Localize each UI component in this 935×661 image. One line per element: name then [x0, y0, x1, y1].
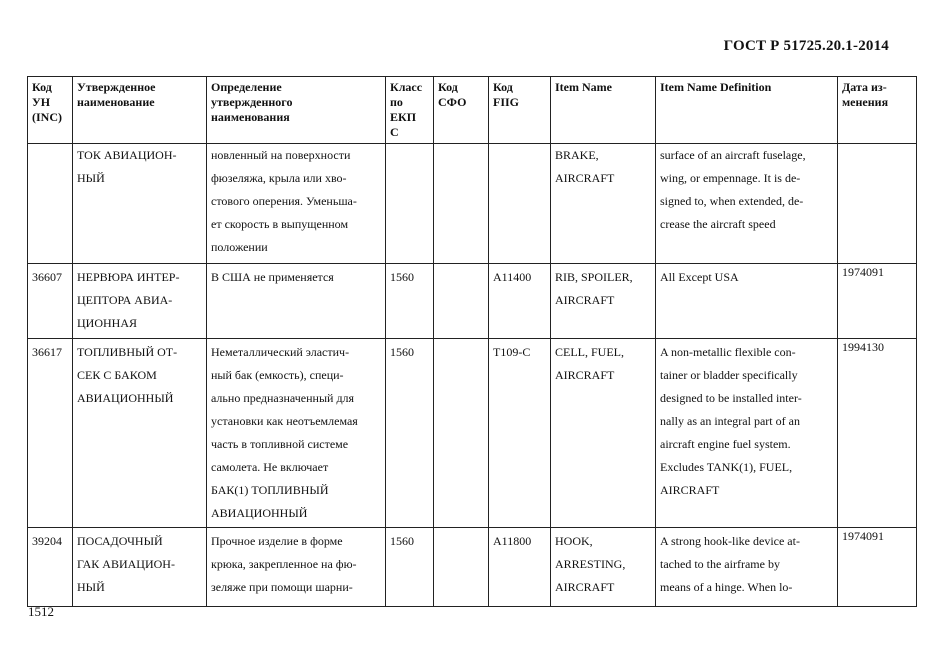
cell-fiig: A11400 — [489, 264, 551, 339]
cell-definition: новленный на поверхности фюзеляжа, крыла или хво- стового оперения. Уменьша- ет скорость в выпущенном положении — [207, 144, 386, 264]
cell-change-date: 1994130 — [838, 339, 917, 528]
cell-change-date — [838, 144, 917, 264]
catalog-table — [27, 76, 917, 607]
cell-class: 1560 — [386, 264, 434, 339]
cell-item-name: BRAKE, AIRCRAFT — [551, 144, 656, 264]
cell-item-definition: surface of an aircraft fuselage, wing, or empennage. It is de- signed to, when extended, de- crease the aircraft speed — [656, 144, 838, 264]
cell-change-date: 1974091 — [838, 528, 917, 607]
cell-approved-name: ТОК АВИАЦИОН- НЫЙ — [73, 144, 207, 264]
cell-class: 1560 — [386, 528, 434, 607]
cell-definition: Неметаллический эластич- ный бак (емкость), специ- ально предназначенный для установки как неотъемлемая часть в топливной системе самолета. Не включает БАК(1) ТОПЛИВНЫЙ АВИАЦИОННЫЙ — [207, 339, 386, 528]
cell-class: 1560 — [386, 339, 434, 528]
cell-item-name: CELL, FUEL, AIRCRAFT — [551, 339, 656, 528]
header-change-date: Дата из- менения — [838, 77, 917, 144]
table-row — [28, 528, 917, 607]
table-row — [28, 339, 917, 528]
cell-approved-name: ТОПЛИВНЫЙ ОТ- СЕК С БАКОМ АВИАЦИОННЫЙ — [73, 339, 207, 528]
cell-item-name: HOOK, ARRESTING, AIRCRAFT — [551, 528, 656, 607]
header-item-definition: Item Name Definition — [656, 77, 838, 144]
table-row — [28, 144, 917, 264]
cell-item-definition: All Except USA — [656, 264, 838, 339]
cell-sfo — [434, 528, 489, 607]
header-approved-name: Утвержденное наименование — [73, 77, 207, 144]
cell-change-date: 1974091 — [838, 264, 917, 339]
table-row — [28, 264, 917, 339]
cell-definition: Прочное изделие в форме крюка, закрепленное на фю- зеляже при помощи шарни- — [207, 528, 386, 607]
cell-approved-name: НЕРВЮРА ИНТЕР- ЦЕПТОРА АВИА- ЦИОННАЯ — [73, 264, 207, 339]
header-sfo: Код СФО — [434, 77, 489, 144]
table-header-row — [28, 77, 917, 144]
cell-class — [386, 144, 434, 264]
cell-inc — [28, 144, 73, 264]
page-number: 1512 — [28, 604, 54, 619]
cell-sfo — [434, 339, 489, 528]
header-class: Класс по ЕКП С — [386, 77, 434, 144]
cell-sfo — [434, 144, 489, 264]
cell-definition: В США не применяется — [207, 264, 386, 339]
cell-fiig — [489, 144, 551, 264]
cell-sfo — [434, 264, 489, 339]
header-definition: Определение утвержденного наименования — [207, 77, 386, 144]
cell-fiig: T109-C — [489, 339, 551, 528]
cell-inc: 36617 — [28, 339, 73, 528]
cell-approved-name: ПОСАДОЧНЫЙ ГАК АВИАЦИОН- НЫЙ — [73, 528, 207, 607]
document-standard-number: ГОСТ Р 51725.20.1-2014 — [723, 38, 889, 54]
cell-fiig: A11800 — [489, 528, 551, 607]
cell-inc: 39204 — [28, 528, 73, 607]
cell-item-definition: A strong hook-like device at- tached to the airframe by means of a hinge. When lo- — [656, 528, 838, 607]
cell-item-definition: A non-metallic flexible con- tainer or bladder specifically designed to be installed inter- nally as an integral part of an aircraft engine fuel system. Excludes TANK(1), FUEL, AIRCRAFT — [656, 339, 838, 528]
header-item-name: Item Name — [551, 77, 656, 144]
cell-item-name: RIB, SPOILER, AIRCRAFT — [551, 264, 656, 339]
header-fiig: Код FIIG — [489, 77, 551, 144]
header-inc: Код УН (INC) — [28, 77, 73, 144]
cell-inc: 36607 — [28, 264, 73, 339]
